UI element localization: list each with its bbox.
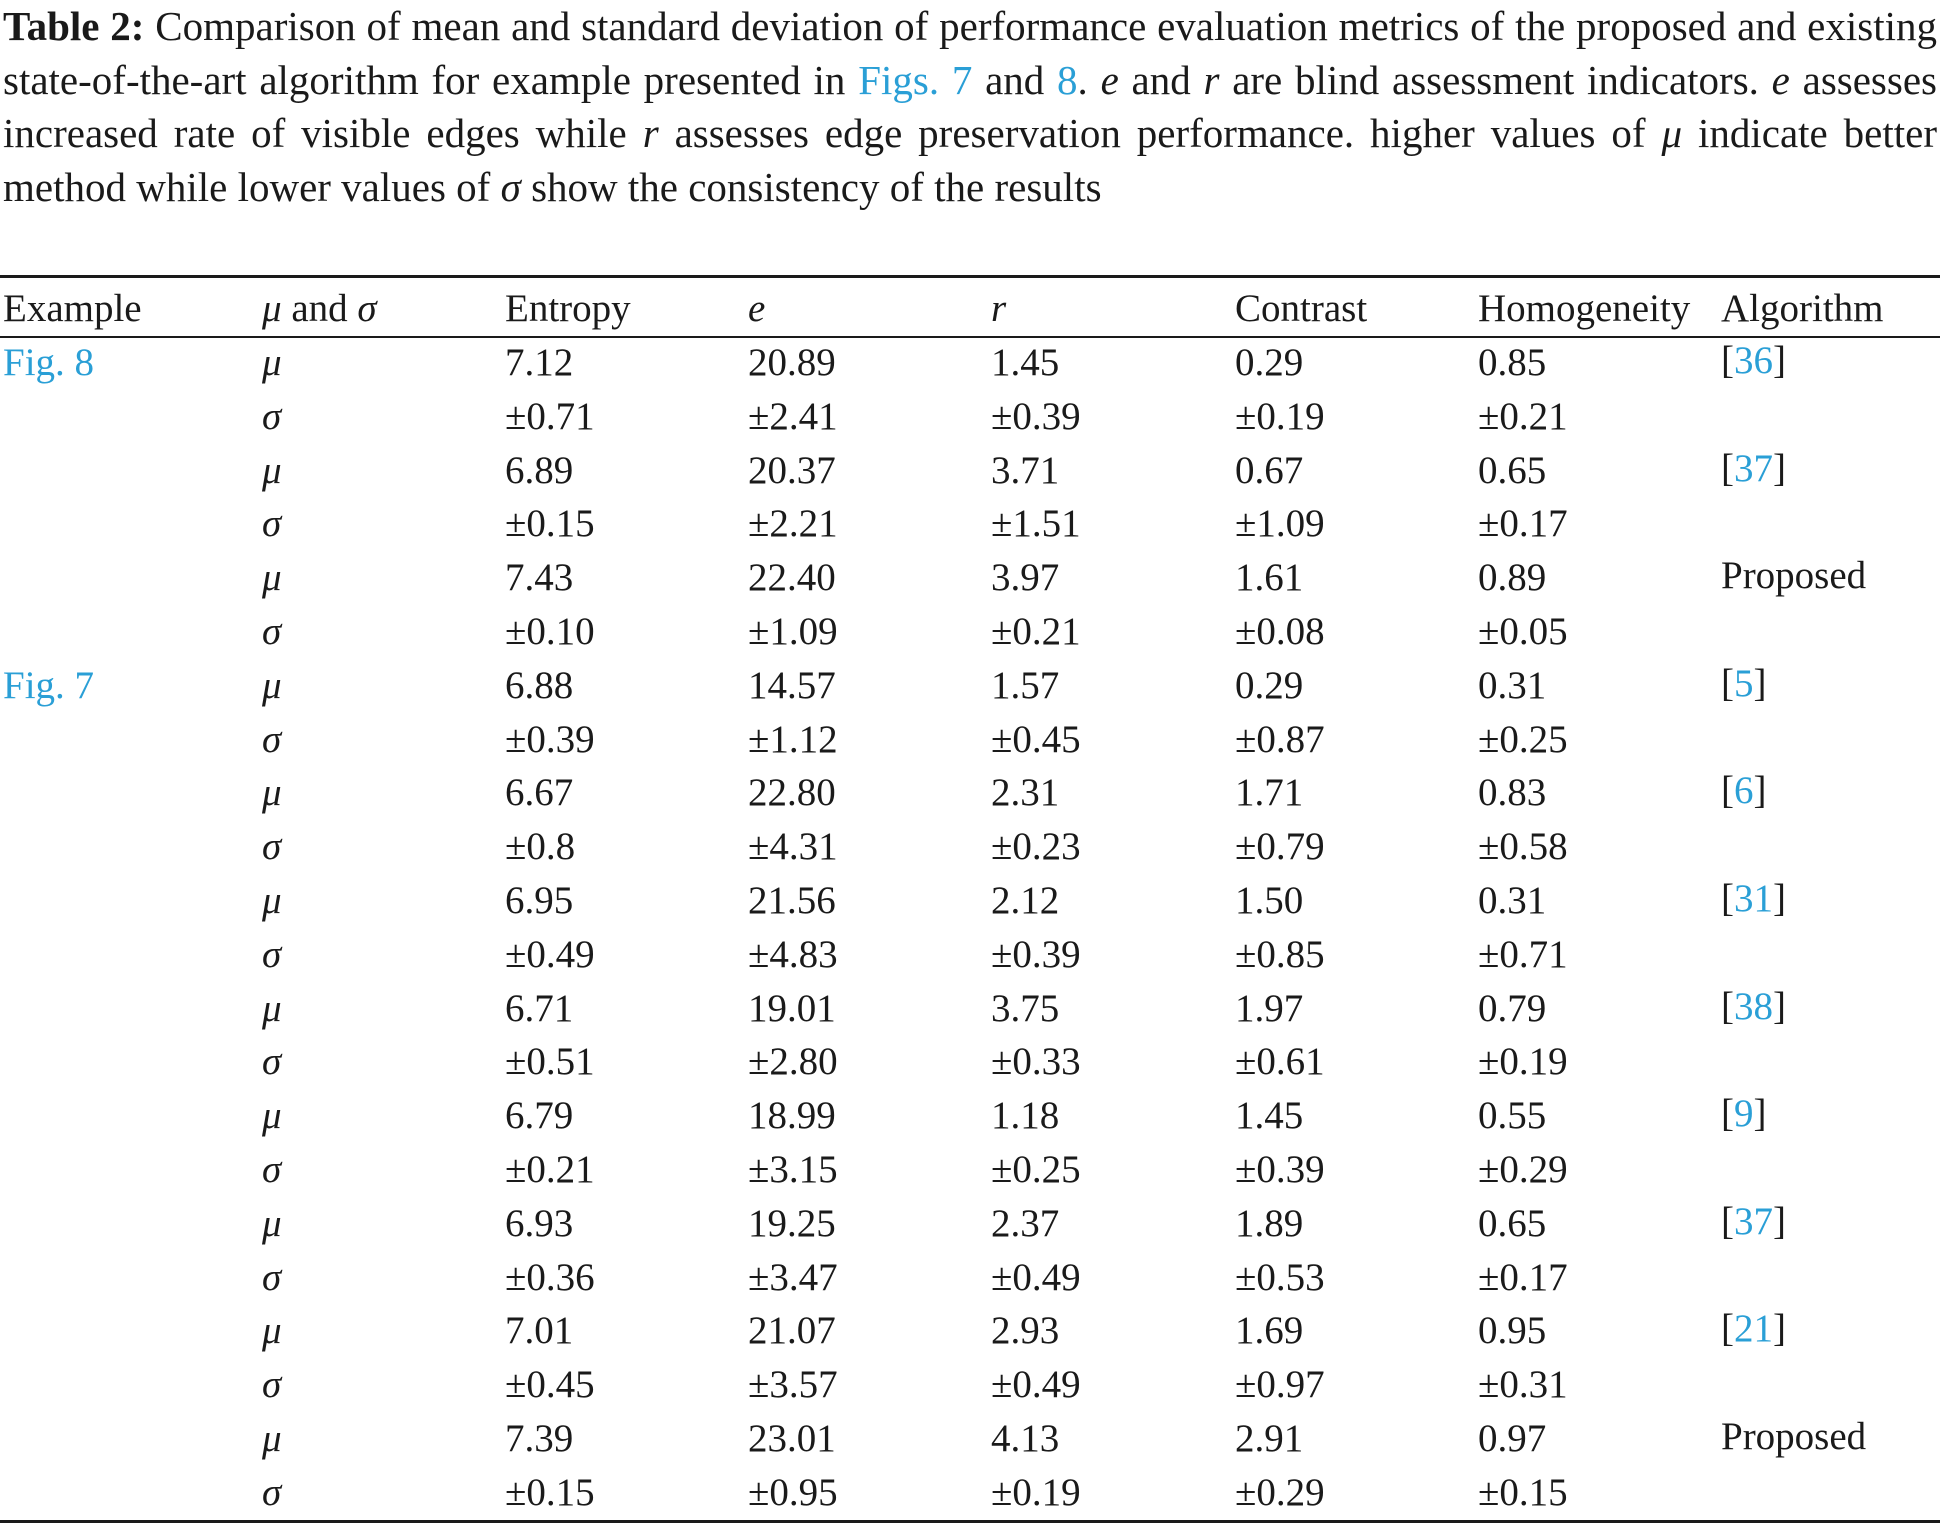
stat-cell: σ	[262, 1040, 282, 1084]
contrast-cell: ±0.79	[1235, 825, 1325, 869]
homogeneity-cell: ±0.25	[1478, 717, 1568, 761]
r-cell: ±0.23	[991, 825, 1081, 869]
algorithm-cell: Proposed	[1721, 1415, 1867, 1458]
r-cell: ±0.25	[991, 1148, 1081, 1191]
header-contrast: Contrast	[1235, 287, 1368, 330]
reference-link[interactable]: 21	[1734, 1307, 1773, 1351]
caption-symbol-mu: μ	[1661, 110, 1683, 156]
contrast-cell: 2.91	[1235, 1417, 1304, 1460]
stat-cell: μ	[262, 663, 282, 707]
algorithm-cell	[1721, 984, 1786, 1030]
e-cell: ±2.41	[748, 394, 838, 438]
caption-text: assesses edge preservation performance. higher values of	[658, 110, 1662, 156]
r-cell: ±0.21	[991, 610, 1081, 653]
bracket-close: ]	[1773, 1307, 1786, 1351]
bracket-close: ]	[1753, 1092, 1767, 1136]
homogeneity-cell: 0.95	[1478, 1309, 1547, 1353]
bracket-open: [	[1721, 1199, 1734, 1243]
entropy-cell: 7.39	[505, 1417, 574, 1460]
contrast-cell: 1.89	[1235, 1201, 1304, 1245]
contrast-cell: ±0.08	[1235, 610, 1325, 653]
contrast-cell: 1.71	[1235, 771, 1304, 815]
entropy-cell: 7.43	[505, 556, 574, 600]
bracket-close: ]	[1773, 1199, 1786, 1243]
r-cell: 1.18	[991, 1094, 1060, 1138]
bracket-open: [	[1721, 877, 1734, 920]
stat-cell: μ	[262, 556, 282, 600]
homogeneity-cell: ±0.17	[1478, 502, 1568, 546]
r-cell: ±0.39	[991, 394, 1081, 438]
r-cell: ±0.49	[991, 1363, 1081, 1407]
r-cell: ±0.19	[991, 1470, 1081, 1514]
stat-cell: σ	[262, 1148, 282, 1191]
bracket-open: [	[1721, 446, 1734, 490]
stat-cell: μ	[262, 448, 282, 492]
bracket-close: ]	[1773, 339, 1786, 382]
fig-8-link[interactable]: 8	[1057, 56, 1078, 103]
stat-cell: σ	[262, 1255, 282, 1299]
homogeneity-cell: 0.83	[1478, 771, 1547, 815]
e-cell: ±3.15	[748, 1148, 838, 1191]
entropy-cell: ±0.51	[505, 1040, 595, 1084]
e-cell: ±4.83	[748, 932, 838, 976]
r-cell: ±0.33	[991, 1040, 1081, 1084]
e-cell: 20.37	[748, 448, 836, 492]
stat-cell: σ	[262, 932, 282, 976]
caption-text: and	[1118, 56, 1204, 103]
e-cell: 20.89	[748, 341, 836, 384]
e-cell: ±2.21	[748, 502, 838, 546]
reference-link[interactable]: 9	[1734, 1092, 1754, 1136]
entropy-cell: ±0.8	[505, 825, 576, 869]
homogeneity-cell: ±0.71	[1478, 932, 1568, 976]
caption-text: and	[972, 56, 1058, 103]
bracket-open: [	[1721, 339, 1734, 382]
reference-link[interactable]: 37	[1734, 446, 1773, 490]
header-r: r	[991, 287, 1007, 330]
header-e: e	[748, 287, 766, 330]
contrast-cell: ±0.19	[1235, 394, 1325, 438]
contrast-cell: ±0.39	[1235, 1148, 1325, 1191]
stat-cell: σ	[262, 394, 282, 438]
homogeneity-cell: ±0.19	[1478, 1040, 1568, 1084]
r-cell: 2.37	[991, 1201, 1060, 1245]
stat-cell: μ	[262, 1201, 282, 1245]
e-cell: ±1.09	[748, 610, 838, 653]
bracket-open: [	[1721, 984, 1734, 1028]
r-cell: 3.71	[991, 448, 1060, 492]
caption-text: Comparison of mean and standard deviation of performance evaluation metrics of the proposed and existing state-of-the-art algorithm for example presented in	[3, 3, 1937, 103]
stat-cell: σ	[262, 610, 282, 653]
stat-cell: σ	[262, 1470, 282, 1514]
contrast-cell: 1.50	[1235, 879, 1304, 922]
homogeneity-cell: ±0.05	[1478, 610, 1568, 653]
caption-symbol-r: r	[642, 110, 659, 156]
contrast-cell: 1.97	[1235, 986, 1304, 1030]
homogeneity-cell: 0.65	[1478, 448, 1547, 492]
entropy-cell: 7.01	[505, 1309, 574, 1353]
bracket-close: ]	[1773, 984, 1786, 1028]
caption-text: .	[1077, 56, 1101, 103]
example-figure-link[interactable]: Fig. 8	[3, 341, 95, 384]
header-entropy: Entropy	[505, 287, 631, 330]
entropy-cell: ±0.49	[505, 932, 595, 976]
stat-cell: σ	[262, 717, 282, 761]
contrast-cell: 0.29	[1235, 341, 1304, 384]
entropy-cell: 6.88	[505, 663, 574, 707]
header-sigma: σ	[357, 287, 377, 330]
stat-cell: σ	[262, 502, 282, 546]
homogeneity-cell: ±0.31	[1478, 1363, 1568, 1407]
reference-link[interactable]: 37	[1734, 1199, 1773, 1243]
stat-cell: μ	[262, 341, 282, 384]
homogeneity-cell: ±0.21	[1478, 394, 1568, 438]
header-homogeneity: Homogeneity	[1478, 287, 1691, 330]
e-cell: 22.40	[748, 556, 836, 600]
entropy-cell: ±0.71	[505, 394, 595, 438]
r-cell: ±0.45	[991, 717, 1081, 761]
reference-link[interactable]: 38	[1734, 984, 1773, 1028]
bracket-open: [	[1721, 769, 1734, 813]
contrast-cell: ±0.85	[1235, 932, 1325, 976]
contrast-cell: 0.67	[1235, 448, 1304, 492]
contrast-cell: ±1.09	[1235, 502, 1325, 546]
header-example: Example	[3, 287, 142, 330]
r-cell: 3.75	[991, 986, 1060, 1030]
stat-cell: μ	[262, 1094, 282, 1138]
contrast-cell: 1.61	[1235, 556, 1304, 600]
stat-cell: μ	[262, 879, 282, 922]
homogeneity-cell: ±0.17	[1478, 1255, 1568, 1299]
algorithm-cell	[1721, 1199, 1786, 1245]
e-cell: 21.07	[748, 1309, 836, 1353]
entropy-cell: ±0.15	[505, 1470, 595, 1514]
homogeneity-cell: ±0.58	[1478, 825, 1568, 869]
e-cell: 18.99	[748, 1094, 836, 1138]
table-top-rule	[0, 275, 1940, 278]
bracket-open: [	[1721, 661, 1734, 705]
r-cell: 2.31	[991, 771, 1060, 815]
reference-link[interactable]: 5	[1734, 661, 1754, 705]
entropy-cell: ±0.15	[505, 502, 595, 546]
e-cell: 19.25	[748, 1201, 836, 1245]
stat-cell: μ	[262, 1309, 282, 1353]
r-cell: 2.12	[991, 879, 1060, 922]
r-cell: ±0.39	[991, 932, 1081, 976]
e-cell: ±3.57	[748, 1363, 838, 1407]
stat-cell: μ	[262, 986, 282, 1030]
contrast-cell: 1.45	[1235, 1094, 1304, 1138]
stat-cell: σ	[262, 825, 282, 869]
bracket-close: ]	[1753, 769, 1767, 813]
algorithm-cell	[1721, 876, 1786, 922]
algorithm-cell	[1721, 768, 1767, 814]
stat-cell: μ	[262, 1417, 282, 1460]
algorithm-cell	[1721, 1306, 1786, 1352]
header-mu-and-sigma	[262, 286, 377, 332]
e-cell: ±3.47	[748, 1255, 838, 1299]
reference-link[interactable]: 36	[1734, 339, 1773, 382]
r-cell: ±1.51	[991, 502, 1081, 546]
caption-text: indicate better method while lower values of	[3, 110, 1938, 210]
caption-label: Table 2:	[3, 3, 145, 49]
e-cell: 22.80	[748, 771, 836, 815]
homogeneity-cell: 0.65	[1478, 1201, 1547, 1245]
caption-symbol-e: e	[1771, 56, 1790, 103]
entropy-cell: 6.89	[505, 448, 574, 492]
caption-text: show the consistency of the results	[520, 163, 1102, 210]
header-mu: μ	[262, 287, 282, 330]
entropy-cell: ±0.45	[505, 1363, 595, 1407]
homogeneity-cell: 0.79	[1478, 986, 1547, 1030]
header-and: and	[281, 287, 358, 330]
homogeneity-cell: 0.31	[1478, 663, 1547, 707]
contrast-cell: ±0.29	[1235, 1470, 1325, 1514]
bracket-close: ]	[1773, 877, 1786, 920]
entropy-cell: 6.67	[505, 771, 574, 815]
r-cell: 1.57	[991, 663, 1060, 707]
bracket-open: [	[1721, 1307, 1734, 1351]
r-cell: 2.93	[991, 1309, 1060, 1353]
contrast-cell: 1.69	[1235, 1309, 1304, 1353]
example-figure-link[interactable]: Fig. 7	[3, 663, 95, 707]
entropy-cell: 6.93	[505, 1201, 574, 1245]
e-cell: 14.57	[748, 663, 836, 707]
homogeneity-cell: 0.97	[1478, 1417, 1547, 1460]
contrast-cell: 0.29	[1235, 663, 1304, 707]
algorithm-cell	[1721, 338, 1786, 384]
reference-link[interactable]: 31	[1734, 877, 1773, 920]
e-cell: 21.56	[748, 879, 836, 922]
bracket-close: ]	[1753, 661, 1767, 705]
r-cell: ±0.49	[991, 1255, 1081, 1299]
entropy-cell: 6.95	[505, 879, 574, 922]
caption-symbol-e: e	[1100, 56, 1119, 103]
figs-7-link[interactable]: Figs. 7	[858, 56, 973, 103]
stat-cell: μ	[262, 771, 282, 815]
reference-link[interactable]: 6	[1734, 769, 1754, 813]
entropy-cell: ±0.36	[505, 1255, 595, 1299]
e-cell: ±1.12	[748, 717, 838, 761]
entropy-cell: 7.12	[505, 341, 574, 384]
r-cell: 3.97	[991, 556, 1060, 600]
homogeneity-cell: ±0.29	[1478, 1148, 1568, 1191]
e-cell: ±0.95	[748, 1470, 838, 1514]
entropy-cell: ±0.10	[505, 610, 595, 653]
homogeneity-cell: ±0.15	[1478, 1470, 1568, 1514]
homogeneity-cell: 0.55	[1478, 1094, 1547, 1138]
header-algorithm: Algorithm	[1721, 287, 1884, 330]
r-cell: 4.13	[991, 1417, 1060, 1460]
e-cell: 23.01	[748, 1417, 836, 1460]
algorithm-cell	[1721, 1091, 1767, 1137]
caption-symbol-r: r	[1203, 56, 1220, 103]
e-cell: ±2.80	[748, 1040, 838, 1084]
caption-text: are blind assessment indicators.	[1219, 56, 1772, 103]
entropy-cell: 6.79	[505, 1094, 574, 1138]
table-header-rule	[0, 336, 1940, 338]
bracket-close: ]	[1773, 446, 1786, 490]
bracket-open: [	[1721, 1092, 1734, 1136]
e-cell: 19.01	[748, 986, 836, 1030]
table-bottom-rule	[0, 1520, 1940, 1523]
algorithm-cell	[1721, 446, 1786, 492]
algorithm-cell: Proposed	[1721, 554, 1867, 598]
contrast-cell: ±0.53	[1235, 1255, 1325, 1299]
contrast-cell: ±0.87	[1235, 717, 1325, 761]
homogeneity-cell: 0.31	[1478, 879, 1547, 922]
caption-text: assesses increased rate of visible edges while	[3, 56, 1937, 156]
homogeneity-cell: 0.85	[1478, 341, 1547, 384]
entropy-cell: 6.71	[505, 986, 574, 1030]
caption-symbol-sigma: σ	[500, 163, 521, 210]
table-caption	[3, 0, 1937, 214]
e-cell: ±4.31	[748, 825, 838, 869]
r-cell: 1.45	[991, 341, 1060, 384]
entropy-cell: ±0.21	[505, 1148, 595, 1191]
entropy-cell: ±0.39	[505, 717, 595, 761]
homogeneity-cell: 0.89	[1478, 556, 1547, 600]
contrast-cell: ±0.61	[1235, 1040, 1325, 1084]
stat-cell: σ	[262, 1363, 282, 1407]
algorithm-cell	[1721, 661, 1767, 707]
contrast-cell: ±0.97	[1235, 1363, 1325, 1407]
